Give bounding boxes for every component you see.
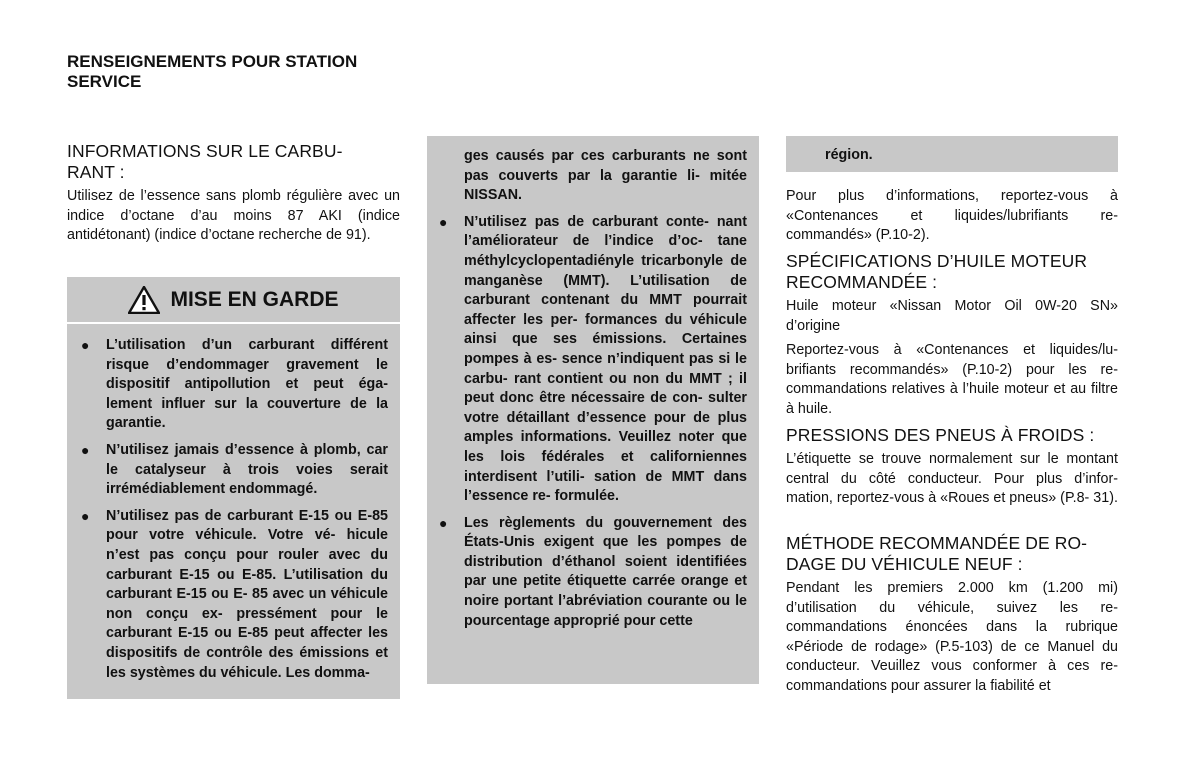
warning-box [67,324,400,699]
bullet-icon: ● [439,213,448,230]
tire-pressure-text: L’étiquette se trouve normalement sur le montant central du côté conducteur. Pour plus d’infor- mation, reportez-vous à «Roues et pneus» (P.8- 31). [786,451,1118,507]
list-item [438,213,747,507]
tire-pressure-title: PRESSIONS DES PNEUS À FROIDS : [786,425,1095,445]
page-heading: RENSEIGNEMENTS POUR STATION SERVICE [67,52,358,91]
list-item [80,336,388,434]
warning-title: MISE EN GARDE [170,287,339,311]
warning-header [67,277,400,322]
continuation-text: ges causés par ces carburants ne sont pas couverts par la garantie li- mitée NISSAN. [464,148,747,204]
oil-spec-title: SPÉCIFICATIONS D’HUILE MOTEUR RECOMMANDÉE : [786,251,1088,292]
warning-item-text: Les règlements du gouvernement des États-Unis exigent que les pompes de distribution d’éthanol soient identifiées par une petite étiquette carrée orange et noire portant l’abréviation courante ou le pourcentage approprié pour cette [464,514,747,629]
list-item [80,441,388,500]
oil-reference-text: Reportez-vous à «Contenances et liquides/lu- brifiants recommandés» (P.10-2) pour les re- commandations relatives à l’huile moteur et au filtre à huile. [786,342,1118,417]
list-item [80,507,388,683]
fuel-info-text: Utilisez de l’essence sans plomb régulière avec un indice d’octane d’au moins 87 AKI (indice antidétonant) (indice d’octane recherche de 91). [67,188,400,244]
list-item [438,514,747,632]
warning-triangle-icon [128,286,160,314]
bullet-icon: ● [81,337,90,353]
right-warning-box [786,136,1118,172]
bullet-icon: ● [81,507,90,524]
warning-item-text: N’utilisez jamais d’essence à plomb, car le catalyseur à trois voies serait irrémédiablement endommagé. [106,441,388,498]
bullet-icon: ● [439,514,448,531]
warning-item-text: L’utilisation d’un carburant différent risque d’endommager gravement le dispositif antipollution et peut éga- lement influer sur la couverture de la garantie. [106,337,388,432]
break-in-title: MÉTHODE RECOMMANDÉE DE RO- DAGE DU VÉHICULE NEUF : [786,533,1088,574]
warning-list [80,336,388,683]
oil-spec-text: Huile moteur «Nissan Motor Oil 0W-20 SN» d’origine [786,298,1118,334]
continuation-text: région. [825,147,873,163]
info-reference-text: Pour plus d’informations, reportez-vous à «Contenances et liquides/lubrifiants re- commandés» (P.10-2). [786,188,1118,244]
warning-item-text: N’utilisez pas de carburant E-15 ou E-85 pour votre véhicule. Votre vé- hicule n’est pas conçu pour rouler avec du carburant E-15 ou E-85. L’utilisation du carburant E-15 ou E- 85 avec un véhicule non conçu ex- pressément pour le carburant E-15 ou E-85 peut affecter les dispositifs de contrôle des émissions et les systèmes du véhicule. Les domma- [106,507,388,681]
warning-item-text: N’utilisez pas de carburant conte- nant l’améliorateur de l’indice d’oc- tane méthylcyclopentadiényle tricarbonyle de manganèse (MMT). L’utilisation de carburant contenant du MMT pourrait affecter les per- formances du véhicule ainsi que ses émissions. Certaines pompes à es- sence n’indiquent pas si le carbu- rant contient ou non du MMT ; il peut donc être nécessaire de con- sulter votre détaillant d’essence pour de plus amples informations. Veuillez noter que les lois fédérales et californiennes interdisent l’utili- sation de MMT dans l’essence re- formulée. [464,213,747,505]
middle-warning-box [427,136,759,684]
break-in-text: Pendant les premiers 2.000 km (1.200 mi) d’utilisation du véhicule, suivez les re- commandations énoncées dans la rubrique «Période de rodage» (P.5-103) de ce Manuel du conducteur. Veuillez vous conformer à ces re- commandations pour assurer la fiabilité et [786,580,1118,694]
middle-list [438,213,747,631]
bullet-icon: ● [81,441,90,458]
fuel-info-title: INFORMATIONS SUR LE CARBU- RANT : [67,141,343,182]
